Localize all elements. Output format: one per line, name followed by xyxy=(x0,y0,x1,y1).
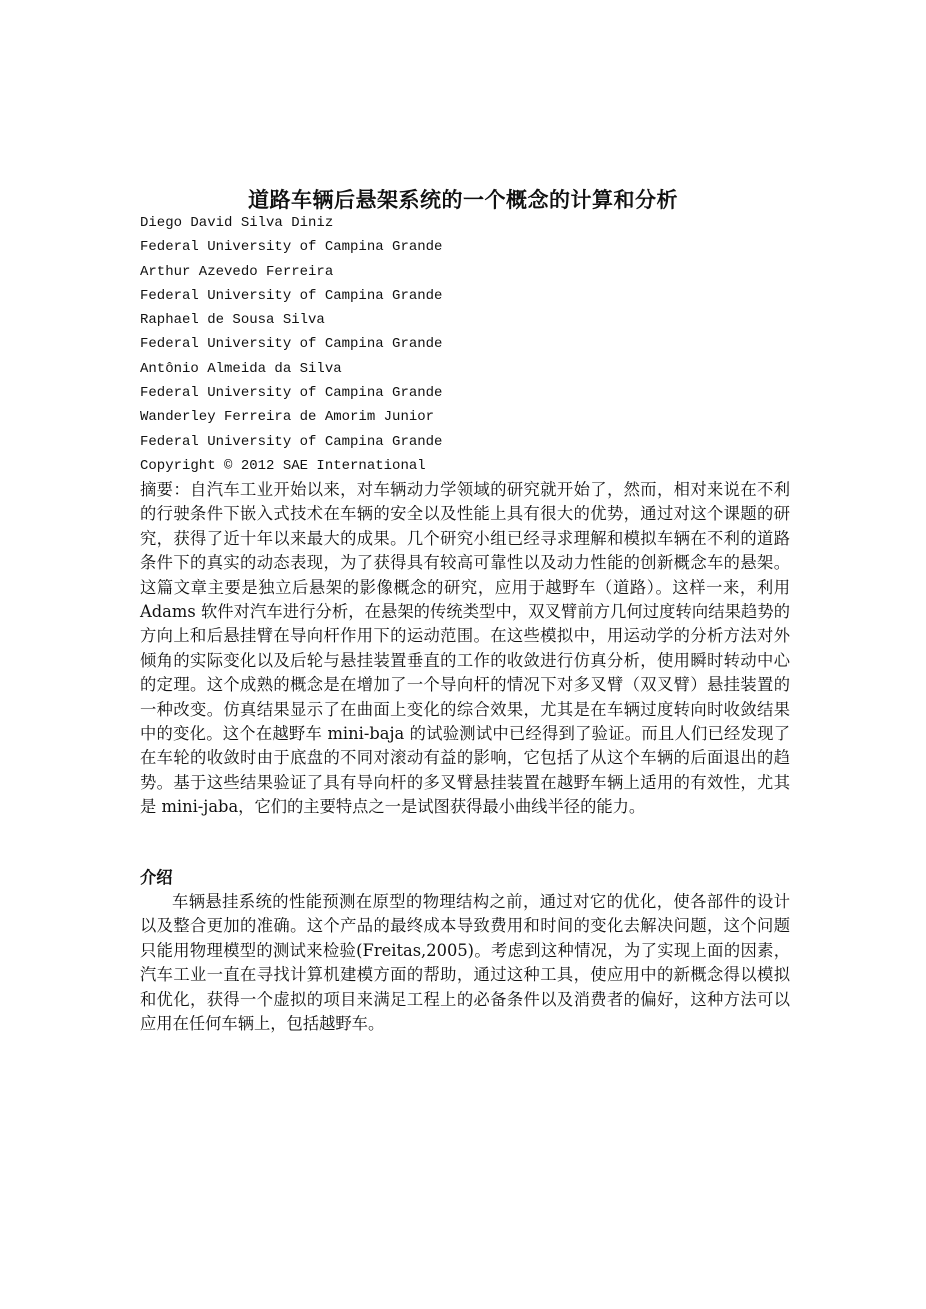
author-line: Federal University of Campina Grande xyxy=(140,385,443,402)
author-line: Federal University of Campina Grande xyxy=(140,336,443,353)
abstract-paragraph: 摘要：自汽车工业开始以来，对车辆动力学领域的研究就开始了，然而，相对来说在不利的行驶条件下嵌入式技术在车辆的安全以及性能上具有很大的优势，通过对这个课题的研究，获得了近十年以来最大的成果。几个研究小组已经寻求理解和模拟车辆在不利的道路条件下的真实的动态表现，为了获得具有较高可靠性以及动力性能的创新概念车的悬架。这篇文章主要是独立后悬架的影像概念的研究，应用于越野车（道路）。这样一来，利用 Adams 软件对汽车进行分析，在悬架的传统类型中，双叉臂前方几何过度转向结果趋势的方向上和后悬挂臂在导向杆作用下的运动范围。在这些模拟中，用运动学的分析方法对外倾角的实际变化以及后轮与悬挂装置垂直的工作的收敛进行仿真分析，使用瞬时转动中心的定理。这个成熟的概念是在增加了一个导向杆的情况下对多叉臂（双叉臂）悬挂装置的一种改变。仿真结果显示了在曲面上变化的综合效果，尤其是在车辆过度转向时收敛结果中的变化。这个在越野车 mini-baja 的试验测试中已经得到了验证。而且人们已经发现了在车轮的收敛时由于底盘的不同对滚动有益的影响，它包括了从这个车辆的后面退出的趋势。基于这些结果验证了具有导向杆的多叉臂悬挂装置在越野车辆上适用的有效性，尤其是 mini-jaba，它们的主要特点之一是试图获得最小曲线半径的能力。 xyxy=(140,480,790,817)
author-line: Arthur Azevedo Ferreira xyxy=(140,263,334,280)
author-line: Federal University of Campina Grande xyxy=(140,433,443,450)
author-line: Raphael de Sousa Silva xyxy=(140,312,325,329)
paper-title: 道路车辆后悬架系统的一个概念的计算和分析 xyxy=(248,187,678,213)
author-line: Diego David Silva Diniz xyxy=(140,215,334,231)
author-list xyxy=(140,211,780,478)
author-line: Antônio Almeida da Silva xyxy=(140,360,342,377)
copyright-notice: Copyright © 2012 SAE International xyxy=(140,457,426,474)
author-line: Wanderley Ferreira de Amorim Junior xyxy=(140,409,435,426)
author-line: Federal University of Campina Grande xyxy=(140,239,443,256)
introduction-paragraph: 车辆悬挂系统的性能预测在原型的物理结构之前，通过对它的优化，使各部件的设计以及整合更加的准确。这个产品的最终成本导致费用和时间的变化去解决问题，这个问题只能用物理模型的测试来检验(Freitas,2005)。考虑到这种情况，为了实现上面的因素，汽车工业一直在寻找计算机建模方面的帮助，通过这种工具，使应用中的新概念得以模拟和优化，获得一个虚拟的项目来满足工程上的必备条件以及消费者的偏好，这种方法可以应用在任何车辆上，包括越野车。 xyxy=(140,892,790,1034)
author-line: Federal University of Campina Grande xyxy=(140,287,443,304)
section-heading-introduction: 介绍 xyxy=(140,868,173,887)
